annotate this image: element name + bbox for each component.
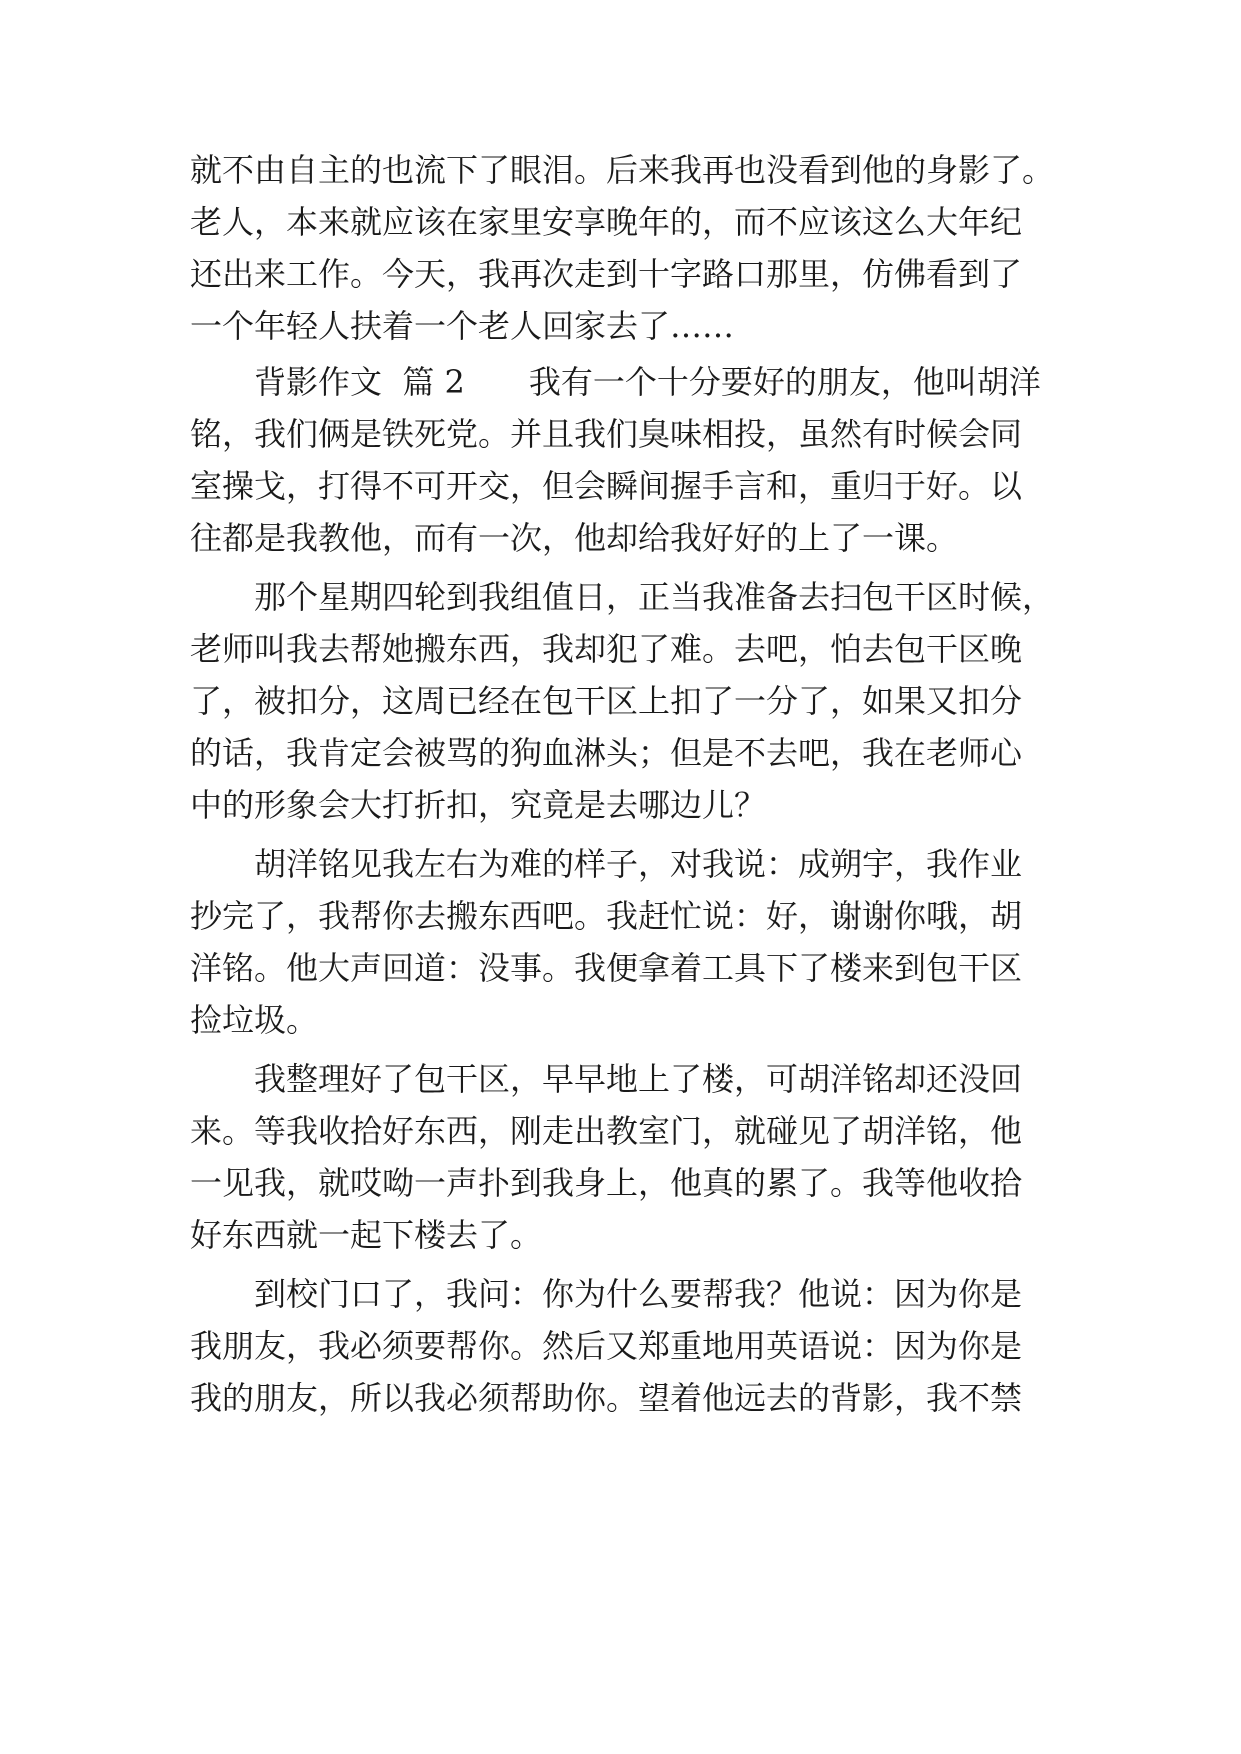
text-line: 洋铭。他大声回道：没事。我便拿着工具下了楼来到包干区 bbox=[190, 949, 1023, 987]
text-line: 了，被扣分，这周已经在包干区上扣了一分了，如果又扣分 bbox=[190, 682, 1023, 720]
text-line: 我的朋友，所以我必须帮助你。望着他远去的背影，我不禁 bbox=[190, 1379, 1023, 1417]
text-line: 中的形象会大打折扣，究竟是去哪边儿？ bbox=[190, 786, 767, 824]
text-line: 往都是我教他，而有一次，他却给我好好的上了一课。 bbox=[190, 519, 959, 557]
text-line: 我整理好了包干区，早早地上了楼，可胡洋铭却还没回 bbox=[190, 1060, 1023, 1098]
text-line: 就不由自主的也流下了眼泪。后来我再也没看到他的身影了。 bbox=[190, 151, 1055, 189]
text-line: 一个年轻人扶着一个老人回家去了…… bbox=[190, 307, 735, 345]
text-line: 铭，我们俩是铁死党。并且我们臭味相投，虽然有时候会同 bbox=[190, 415, 1023, 453]
text-line: 胡洋铭见我左右为难的样子，对我说：成朔宇，我作业 bbox=[190, 845, 1023, 883]
text-line: 还出来工作。今天，我再次走到十字路口那里，仿佛看到了 bbox=[190, 255, 1023, 293]
text-line: 老人，本来就应该在家里安享晚年的，而不应该这么大年纪 bbox=[190, 203, 1023, 241]
text-line: 捡垃圾。 bbox=[190, 1001, 319, 1039]
text-line: 我朋友，我必须要帮你。然后又郑重地用英语说：因为你是 bbox=[190, 1327, 1023, 1365]
text-line: 那个星期四轮到我组值日，正当我准备去扫包干区时候， bbox=[190, 578, 1055, 616]
text-line: 的话，我肯定会被骂的狗血淋头；但是不去吧，我在老师心 bbox=[190, 734, 1023, 772]
text-line: 来。等我收拾好东西，刚走出教室门，就碰见了胡洋铭，他 bbox=[190, 1112, 1023, 1150]
text-line: 室操戈，打得不可开交，但会瞬间握手言和，重归于好。以 bbox=[190, 467, 1023, 505]
text-line: 抄完了，我帮你去搬东西吧。我赶忙说：好，谢谢你哦，胡 bbox=[190, 897, 1023, 935]
text-line: 一见我，就哎呦一声扑到我身上，他真的累了。我等他收拾 bbox=[190, 1164, 1023, 1202]
text-line: 好东西就一起下楼去了。 bbox=[190, 1216, 543, 1254]
text-line: 到校门口了，我问：你为什么要帮我？他说：因为你是 bbox=[190, 1275, 1023, 1313]
text-line: 背影作文 篇 2 我有一个十分要好的朋友，他叫胡洋 bbox=[190, 363, 1041, 401]
text-line: 老师叫我去帮她搬东西，我却犯了难。去吧，怕去包干区晚 bbox=[190, 630, 1023, 668]
